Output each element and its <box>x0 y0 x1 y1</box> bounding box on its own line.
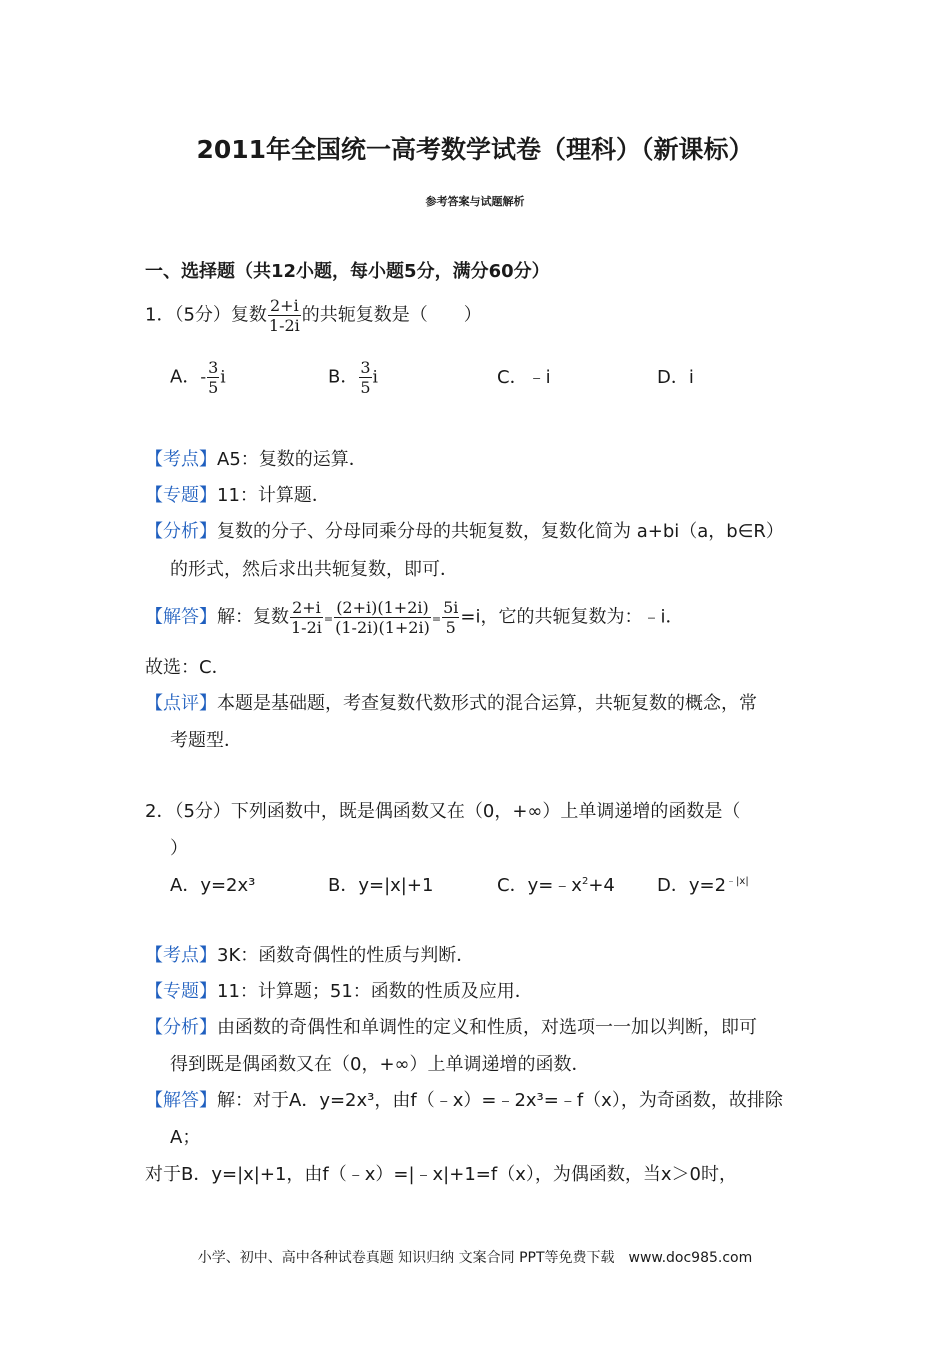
q1-option-b-label: B． <box>328 366 359 388</box>
q2-kaodian-tag: 【考点】 <box>145 945 217 966</box>
page-title: 2011年全国统一高考数学试卷（理科）（新课标） <box>196 135 754 164</box>
q1-option-a-num: 3 <box>208 358 219 377</box>
q1-jieda-prefix: 解：复数 <box>217 606 289 628</box>
q2-option-a: A．y=2x³ <box>170 875 256 896</box>
q1-jieda-suffix: =i，它的共轭复数为：﹣i． <box>460 606 684 628</box>
q1-zhuanti-tag: 【专题】 <box>145 485 217 506</box>
q1-fraction <box>268 296 301 335</box>
q2-fenxi-tag: 【分析】 <box>145 1017 217 1038</box>
q1-jieda-frac-2-num: (2+i)(1+2i) <box>334 598 431 618</box>
q1-jieda-tag: 【解答】 <box>145 606 217 628</box>
q1-zhuanti <box>145 484 330 508</box>
q1-option-b-num: 3 <box>360 358 371 377</box>
question-1-stem <box>145 296 482 335</box>
q1-jieda <box>145 598 683 637</box>
q1-jieda-frac-1 <box>290 598 323 637</box>
q1-option-b <box>328 358 378 397</box>
q1-guxuan: 故选：C． <box>145 657 230 678</box>
q1-fenxi-tag: 【分析】 <box>145 521 217 542</box>
q2-option-c-exp: 2 <box>581 876 589 887</box>
q2-jieda <box>145 1089 783 1113</box>
q1-dianping <box>145 692 757 716</box>
q2-fenxi-text-1: 由函数的奇偶性和单调性的定义和性质，对选项一一加以判断，即可 <box>217 1017 757 1038</box>
q2-kaodian <box>145 944 474 968</box>
page-subtitle: 参考答案与试题解析 <box>425 195 525 208</box>
q2-zhuanti-tag: 【专题】 <box>145 981 217 1002</box>
question-2-stem-cont: ） <box>170 838 188 859</box>
q1-jieda-frac-1-num: 2+i <box>290 598 323 618</box>
q1-jieda-frac-2-den: (1-2i)(1+2i) <box>335 618 430 637</box>
q1-option-b-fraction <box>359 358 371 397</box>
q2-zhuanti-text: 11：计算题；51：函数的性质及应用． <box>217 981 533 1002</box>
q1-option-a-label: A． <box>170 366 201 388</box>
q1-suffix: 的共轭复数是（ ） <box>301 304 482 326</box>
q1-option-a-sign: - <box>200 367 207 388</box>
q2-jieda-text-1: 解：对于A．y=2x³，由f（﹣x）=﹣2x³=﹣f（x），为奇函数，故排除 <box>217 1090 783 1111</box>
q2-fenxi <box>145 1016 757 1040</box>
q1-fenxi <box>145 520 784 544</box>
q1-option-a-i: i <box>220 367 226 388</box>
q1-jieda-frac-3-num: 5i <box>443 598 459 617</box>
q2-option-d <box>657 874 749 898</box>
q2-jieda-tag: 【解答】 <box>145 1090 217 1111</box>
q1-option-a-fraction <box>207 358 219 397</box>
q2-jieda-line-3: 对于B．y=|x|+1，由f（﹣x）=|﹣x|+1=f（x），为偶函数，当x＞0时， <box>145 1164 737 1185</box>
q1-zhuanti-text: 11：计算题． <box>217 485 330 506</box>
q1-jieda-frac-3 <box>442 598 459 637</box>
q1-option-b-i: i <box>372 367 378 388</box>
q1-kaodian-tag: 【考点】 <box>145 449 217 470</box>
q2-option-b: B．y=|x|+1 <box>328 875 434 896</box>
q1-dianping-tag: 【点评】 <box>145 693 217 714</box>
question-2-stem: 2．（5分）下列函数中，既是偶函数又在（0，+∞）上单调递增的函数是（ <box>145 801 741 822</box>
q2-option-c-tail: +4 <box>588 875 615 896</box>
q1-jieda-eq-2: = <box>431 612 442 626</box>
q2-kaodian-text: 3K：函数奇偶性的性质与判断． <box>217 945 475 966</box>
q1-frac-num: 2+i <box>268 296 301 316</box>
q1-option-a <box>170 358 226 397</box>
q1-dianping-cont: 考题型． <box>170 730 242 751</box>
q2-option-c <box>497 874 615 898</box>
q1-fenxi-text-1: 复数的分子、分母同乘分母的共轭复数，复数化简为 a+bi（a，b∈R） <box>217 521 784 542</box>
q1-option-a-den: 5 <box>208 378 219 397</box>
q1-option-d: D．i <box>657 367 694 388</box>
q2-option-d-base: D．y=2 <box>657 875 727 896</box>
q2-option-d-exp: ﹣|x| <box>726 876 749 887</box>
q1-jieda-frac-3-den: 5 <box>445 618 456 637</box>
q1-fenxi-cont: 的形式，然后求出共轭复数，即可． <box>170 559 458 580</box>
q1-prefix: 1．（5分）复数 <box>145 304 267 326</box>
q2-option-c-base: C．y=﹣x <box>497 875 582 896</box>
q1-dianping-text-1: 本题是基础题，考查复数代数形式的混合运算，共轭复数的概念，常 <box>217 693 757 714</box>
q1-frac-den: 1-2i <box>268 316 300 335</box>
q1-jieda-frac-1-den: 1-2i <box>291 618 322 637</box>
q2-zhuanti <box>145 980 533 1004</box>
q1-jieda-frac-2 <box>334 598 431 637</box>
section-heading: 一、选择题（共12小题，每小题5分，满分60分） <box>145 261 550 282</box>
q2-fenxi-cont: 得到既是偶函数又在（0，+∞）上单调递增的函数． <box>170 1054 590 1075</box>
page-footer: 小学、初中、高中各种试卷真题 知识归纳 文案合同 PPT等免费下载 www.doc985.com <box>197 1250 753 1266</box>
q1-kaodian <box>145 448 367 472</box>
q1-option-b-den: 5 <box>360 378 371 397</box>
q1-option-c: C．﹣i <box>497 367 551 388</box>
q2-jieda-cont: A； <box>170 1127 201 1148</box>
q1-kaodian-text: A5：复数的运算． <box>217 449 367 470</box>
q1-jieda-eq-1: = <box>323 612 334 626</box>
